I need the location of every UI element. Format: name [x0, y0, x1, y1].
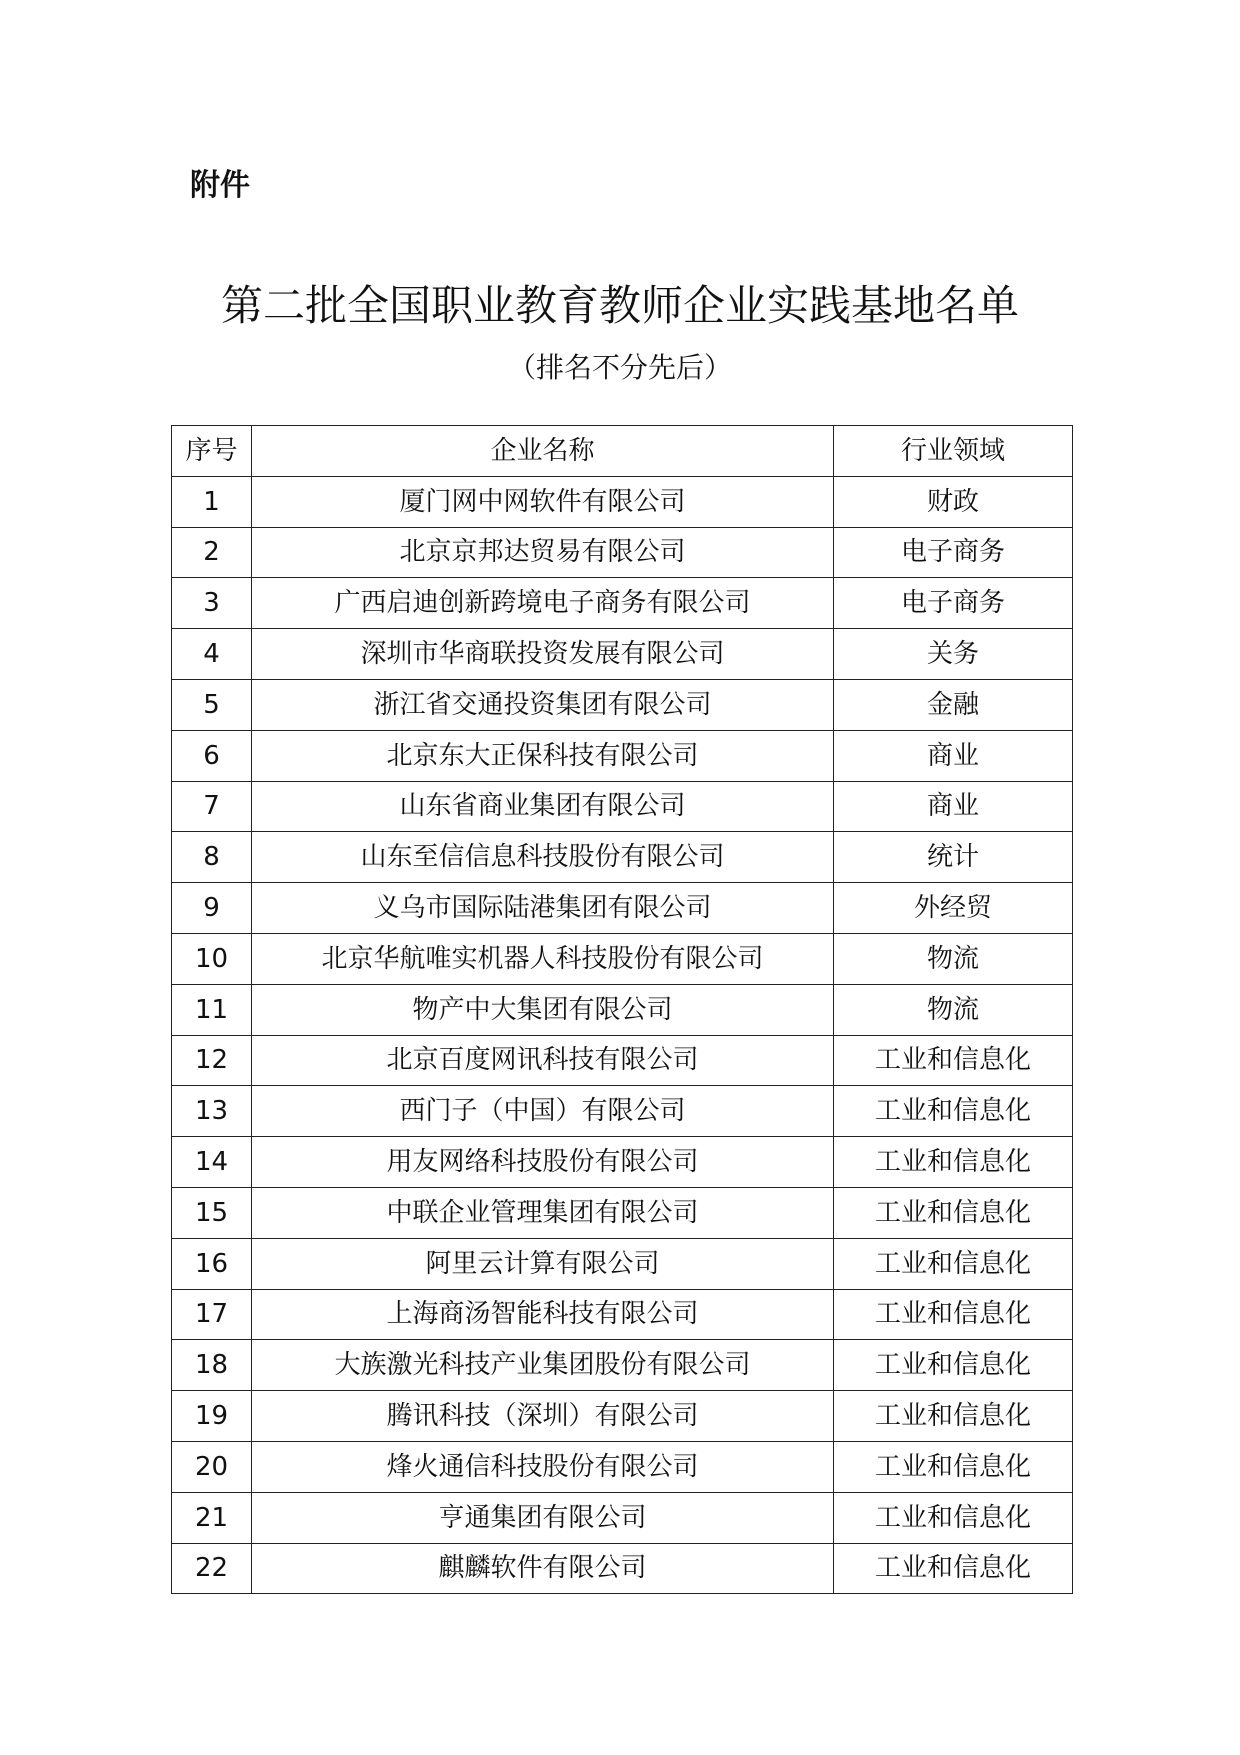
cell-industry-field: 工业和信息化 — [834, 1391, 1073, 1442]
table-row — [172, 984, 1073, 1035]
cell-enterprise-name: 中联企业管理集团有限公司 — [252, 1187, 834, 1238]
cell-serial-number: 11 — [172, 984, 252, 1035]
header-serial-number: 序号 — [172, 426, 252, 477]
table-row — [172, 1391, 1073, 1442]
cell-industry-field: 工业和信息化 — [834, 1340, 1073, 1391]
table-header-row — [172, 426, 1073, 477]
cell-enterprise-name: 北京百度网讯科技有限公司 — [252, 1035, 834, 1086]
cell-enterprise-name: 西门子（中国）有限公司 — [252, 1086, 834, 1137]
cell-serial-number: 14 — [172, 1137, 252, 1188]
cell-serial-number: 19 — [172, 1391, 252, 1442]
cell-enterprise-name: 大族激光科技产业集团股份有限公司 — [252, 1340, 834, 1391]
cell-enterprise-name: 北京京邦达贸易有限公司 — [252, 527, 834, 578]
cell-serial-number: 22 — [172, 1543, 252, 1594]
cell-serial-number: 10 — [172, 933, 252, 984]
table-row — [172, 1035, 1073, 1086]
cell-enterprise-name: 北京华航唯实机器人科技股份有限公司 — [252, 933, 834, 984]
cell-industry-field: 电子商务 — [834, 578, 1073, 629]
cell-industry-field: 财政 — [834, 476, 1073, 527]
cell-industry-field: 统计 — [834, 832, 1073, 883]
cell-serial-number: 6 — [172, 730, 252, 781]
cell-enterprise-name: 麒麟软件有限公司 — [252, 1543, 834, 1594]
cell-industry-field: 工业和信息化 — [834, 1137, 1073, 1188]
cell-industry-field: 工业和信息化 — [834, 1441, 1073, 1492]
cell-industry-field: 工业和信息化 — [834, 1289, 1073, 1340]
table-row — [172, 832, 1073, 883]
cell-industry-field: 物流 — [834, 984, 1073, 1035]
cell-enterprise-name: 广西启迪创新跨境电子商务有限公司 — [252, 578, 834, 629]
document-subtitle: （排名不分先后） — [507, 351, 732, 384]
table-row — [172, 933, 1073, 984]
cell-enterprise-name: 亨通集团有限公司 — [252, 1492, 834, 1543]
header-industry-field: 行业领域 — [834, 426, 1073, 477]
table-row — [172, 1137, 1073, 1188]
cell-serial-number: 20 — [172, 1441, 252, 1492]
table-row — [172, 1238, 1073, 1289]
cell-industry-field: 商业 — [834, 781, 1073, 832]
cell-serial-number: 16 — [172, 1238, 252, 1289]
cell-industry-field: 电子商务 — [834, 527, 1073, 578]
cell-serial-number: 12 — [172, 1035, 252, 1086]
table-row — [172, 1187, 1073, 1238]
cell-enterprise-name: 浙江省交通投资集团有限公司 — [252, 679, 834, 730]
cell-enterprise-name: 厦门网中网软件有限公司 — [252, 476, 834, 527]
table-row — [172, 476, 1073, 527]
cell-enterprise-name: 山东省商业集团有限公司 — [252, 781, 834, 832]
cell-industry-field: 工业和信息化 — [834, 1035, 1073, 1086]
cell-industry-field: 外经贸 — [834, 883, 1073, 934]
cell-industry-field: 工业和信息化 — [834, 1238, 1073, 1289]
header-enterprise-name: 企业名称 — [252, 426, 834, 477]
table-row — [172, 578, 1073, 629]
cell-industry-field: 关务 — [834, 629, 1073, 680]
table-row — [172, 629, 1073, 680]
cell-industry-field: 物流 — [834, 933, 1073, 984]
cell-enterprise-name: 上海商汤智能科技有限公司 — [252, 1289, 834, 1340]
table-row — [172, 679, 1073, 730]
cell-industry-field: 工业和信息化 — [834, 1187, 1073, 1238]
cell-serial-number: 5 — [172, 679, 252, 730]
cell-industry-field: 商业 — [834, 730, 1073, 781]
cell-serial-number: 2 — [172, 527, 252, 578]
table-row — [172, 1086, 1073, 1137]
cell-serial-number: 13 — [172, 1086, 252, 1137]
cell-serial-number: 7 — [172, 781, 252, 832]
cell-industry-field: 金融 — [834, 679, 1073, 730]
table-row — [172, 730, 1073, 781]
enterprise-list-table — [171, 425, 1073, 1594]
cell-enterprise-name: 北京东大正保科技有限公司 — [252, 730, 834, 781]
table-row — [172, 781, 1073, 832]
cell-serial-number: 21 — [172, 1492, 252, 1543]
table-row — [172, 1492, 1073, 1543]
table-row — [172, 1340, 1073, 1391]
cell-enterprise-name: 烽火通信科技股份有限公司 — [252, 1441, 834, 1492]
cell-industry-field: 工业和信息化 — [834, 1086, 1073, 1137]
cell-serial-number: 4 — [172, 629, 252, 680]
cell-enterprise-name: 物产中大集团有限公司 — [252, 984, 834, 1035]
cell-enterprise-name: 义乌市国际陆港集团有限公司 — [252, 883, 834, 934]
cell-serial-number: 18 — [172, 1340, 252, 1391]
table-body — [172, 476, 1073, 1594]
document-title: 第二批全国职业教育教师企业实践基地名单 — [220, 281, 1019, 330]
cell-enterprise-name: 腾讯科技（深圳）有限公司 — [252, 1391, 834, 1442]
cell-serial-number: 8 — [172, 832, 252, 883]
cell-enterprise-name: 深圳市华商联投资发展有限公司 — [252, 629, 834, 680]
attachment-label: 附件 — [190, 168, 250, 203]
table-row — [172, 1543, 1073, 1594]
cell-serial-number: 3 — [172, 578, 252, 629]
cell-serial-number: 1 — [172, 476, 252, 527]
cell-enterprise-name: 用友网络科技股份有限公司 — [252, 1137, 834, 1188]
cell-serial-number: 17 — [172, 1289, 252, 1340]
cell-industry-field: 工业和信息化 — [834, 1492, 1073, 1543]
table-row — [172, 1441, 1073, 1492]
table-row — [172, 527, 1073, 578]
table-row — [172, 883, 1073, 934]
cell-enterprise-name: 山东至信信息科技股份有限公司 — [252, 832, 834, 883]
cell-industry-field: 工业和信息化 — [834, 1543, 1073, 1594]
table-row — [172, 1289, 1073, 1340]
cell-serial-number: 9 — [172, 883, 252, 934]
cell-serial-number: 15 — [172, 1187, 252, 1238]
cell-enterprise-name: 阿里云计算有限公司 — [252, 1238, 834, 1289]
